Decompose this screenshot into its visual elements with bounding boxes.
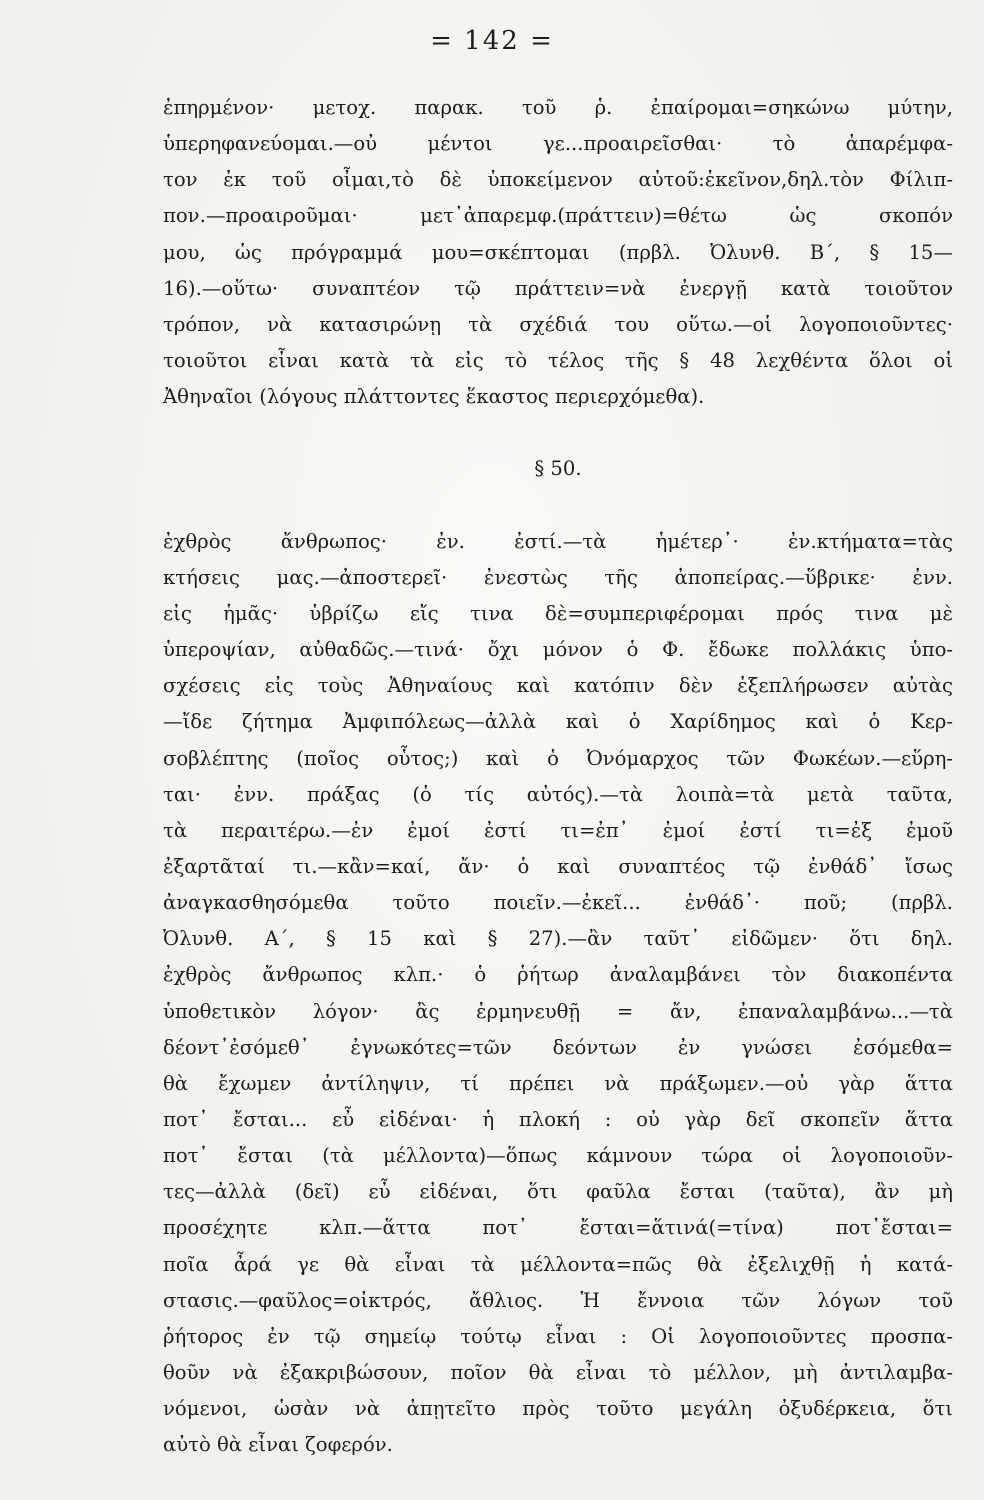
section-heading: § 50. — [534, 457, 582, 481]
text-line: ποτ᾿ ἔσται... εὖ εἰδέναι· ἡ πλοκή : οὐ γὰρ δεῖ σκοπεῖν ἅττα — [163, 1107, 953, 1131]
text-line: ἐχθρὸς ἄνθρωπος κλπ.· ὁ ῥήτωρ ἀναλαμβάνει τὸν διακοπέντα — [163, 963, 953, 987]
text-line: ὑπερηφανεύομαι.—οὐ μέντοι γε...προαιρεῖσθαι· τὸ ἀπαρέμφα- — [163, 132, 953, 156]
text-line: πον.—προαιροῦμαι· μετ᾿ἀπαρεμφ.(πράττειν)=θέτω ὡς σκοπόν — [163, 204, 953, 228]
text-line: 16).—οὕτω· συναπτέον τῷ πράττειν=νὰ ἐνεργῇ κατὰ τοιοῦτον — [163, 276, 953, 300]
text-line: Ἀθηναῖοι (λόγους πλάττοντες ἕκαστος περιερχόμεθα). — [163, 385, 705, 409]
text-line: εἰς ἡμᾶς· ὑβρίζω εἴς τινα δὲ=συμπεριφέρομαι πρός τινα μὲ — [163, 601, 953, 625]
page-number: = 142 = — [430, 26, 554, 56]
spacer — [163, 415, 953, 451]
text-line: αὐτὸ θὰ εἶναι ζοφερόν. — [163, 1433, 393, 1457]
text-line: ἐπηρμένον· μετοχ. παρακ. τοῦ ῥ. ἐπαίρομαι=σηκώνω μύτην, — [163, 96, 953, 119]
text-line: ἐξαρτᾶταί τι.—κἂν=καί, ἄν· ὁ καὶ συναπτέος τῷ ἐνθάδ᾿ ἴσως — [163, 854, 953, 878]
text-line: δέοντ᾿ἐσόμεθ᾿ ἐγνωκότες=τῶν δεόντων ἐν γνώσει ἐσόμεθα= — [163, 1035, 953, 1059]
commentary-text — [163, 90, 953, 1463]
text-line: θὰ ἔχωμεν ἀντίληψιν, τί πρέπει νὰ πράξωμεν.—οὐ γὰρ ἅττα — [163, 1071, 953, 1095]
text-line: ἀναγκασθησόμεθα τοῦτο ποιεῖν.—ἐκεῖ... ἐνθάδ᾿· ποῦ; (πρβλ. — [163, 891, 953, 915]
text-line: νόμενοι, ὡσὰν νὰ ἀπῃτεῖτο πρὸς τοῦτο μεγάλη ὀξυδέρκεια, ὅτι — [163, 1397, 953, 1421]
text-line: σχέσεις εἰς τοὺς Ἀθηναίους καὶ κατόπιν δὲν ἐξεπλήρωσεν αὐτὰς — [163, 674, 953, 698]
text-line: μου, ὡς πρόγραμμά μου=σκέπτομαι (πρβλ. Ὀλυνθ. Β΄, § 15— — [163, 240, 953, 264]
text-line: ποτ᾿ ἔσται (τὰ μέλλοντα)—ὅπως κάμνουν τώρα οἱ λογοποιοῦν- — [163, 1144, 953, 1168]
text-line: —ἴδε ζήτημα Ἀμφιπόλεως—ἀλλὰ καὶ ὁ Χαρίδημος καὶ ὁ Κερ- — [163, 710, 953, 734]
text-line: ῥήτορος ἐν τῷ σημείῳ τούτῳ εἶναι : Οἱ λογοποιοῦντες προσπα- — [163, 1324, 953, 1348]
text-line: τες—ἀλλὰ (δεῖ) εὖ εἰδέναι, ὅτι φαῦλα ἔσται (ταῦτα), ἂν μὴ — [163, 1180, 953, 1204]
text-line: κτήσεις μας.—ἀποστερεῖ· ἐνεστὼς τῆς ἀποπείρας.—ὕβρικε· ἐνν. — [163, 565, 953, 589]
text-line: ἐχθρὸς ἄνθρωπος· ἐν. ἐστί.—τὰ ἡμέτερ᾿· ἐν.κτήματα=τὰς — [163, 529, 953, 553]
text-line: τον ἐκ τοῦ οἶμαι,τὸ δὲ ὑποκείμενον αὐτοῦ:ἐκεῖνον,δηλ.τὸν Φίλιπ- — [163, 168, 953, 192]
spacer — [163, 488, 953, 524]
text-line: θοῦν νὰ ἐξακριβώσουν, ποῖον θὰ εἶναι τὸ μέλλον, μὴ ἀντιλαμβα- — [163, 1360, 953, 1384]
text-line: προσέχητε κλπ.—ἅττα ποτ᾿ ἔσται=ἅτινά(=τίνα) ποτ᾿ἔσται= — [163, 1216, 953, 1240]
text-line: τοιοῦτοι εἶναι κατὰ τὰ εἰς τὸ τέλος τῆς § 48 λεχθέντα ὅλοι οἱ — [163, 348, 953, 372]
text-line: ποῖα ἆρά γε θὰ εἶναι τὰ μέλλοντα=πῶς θὰ ἐξελιχθῇ ἡ κατά- — [163, 1252, 953, 1276]
text-line: σοβλέπτης (ποῖος οὗτος;) καὶ ὁ Ὀνόμαρχος τῶν Φωκέων.—εὕρη- — [163, 746, 953, 770]
text-line: Ὀλυνθ. Α΄, § 15 καὶ § 27).—ἂν ταῦτ᾿ εἰδῶμεν· ὅτι δηλ. — [163, 927, 953, 951]
text-line: στασις.—φαῦλος=οἰκτρός, ἄθλιος. Ἡ ἔννοια τῶν λόγων τοῦ — [163, 1288, 953, 1312]
text-line: ται· ἐνν. πράξας (ὁ τίς αὐτός).—τὰ λοιπὰ=τὰ μετὰ ταῦτα, — [163, 782, 953, 806]
text-line: ὑποθετικὸν λόγον· ἂς ἑρμηνευθῇ = ἄν, ἐπαναλαμβάνω...—τὰ — [163, 999, 953, 1023]
text-line: τὰ περαιτέρω.—ἐν ἐμοί ἐστί τι=ἐπ᾿ ἐμοί ἐστί τι=ἐξ ἐμοῦ — [163, 818, 953, 842]
text-line: τρόπον, νὰ κατασιρώνῃ τὰ σχέδιά του οὕτω.—οἱ λογοποιοῦντες· — [163, 312, 953, 336]
text-line: ὑπεροψίαν, αὐθαδῶς.—τινά· ὄχι μόνον ὁ Φ. ἔδωκε πολλάκις ὑπο- — [163, 638, 953, 662]
